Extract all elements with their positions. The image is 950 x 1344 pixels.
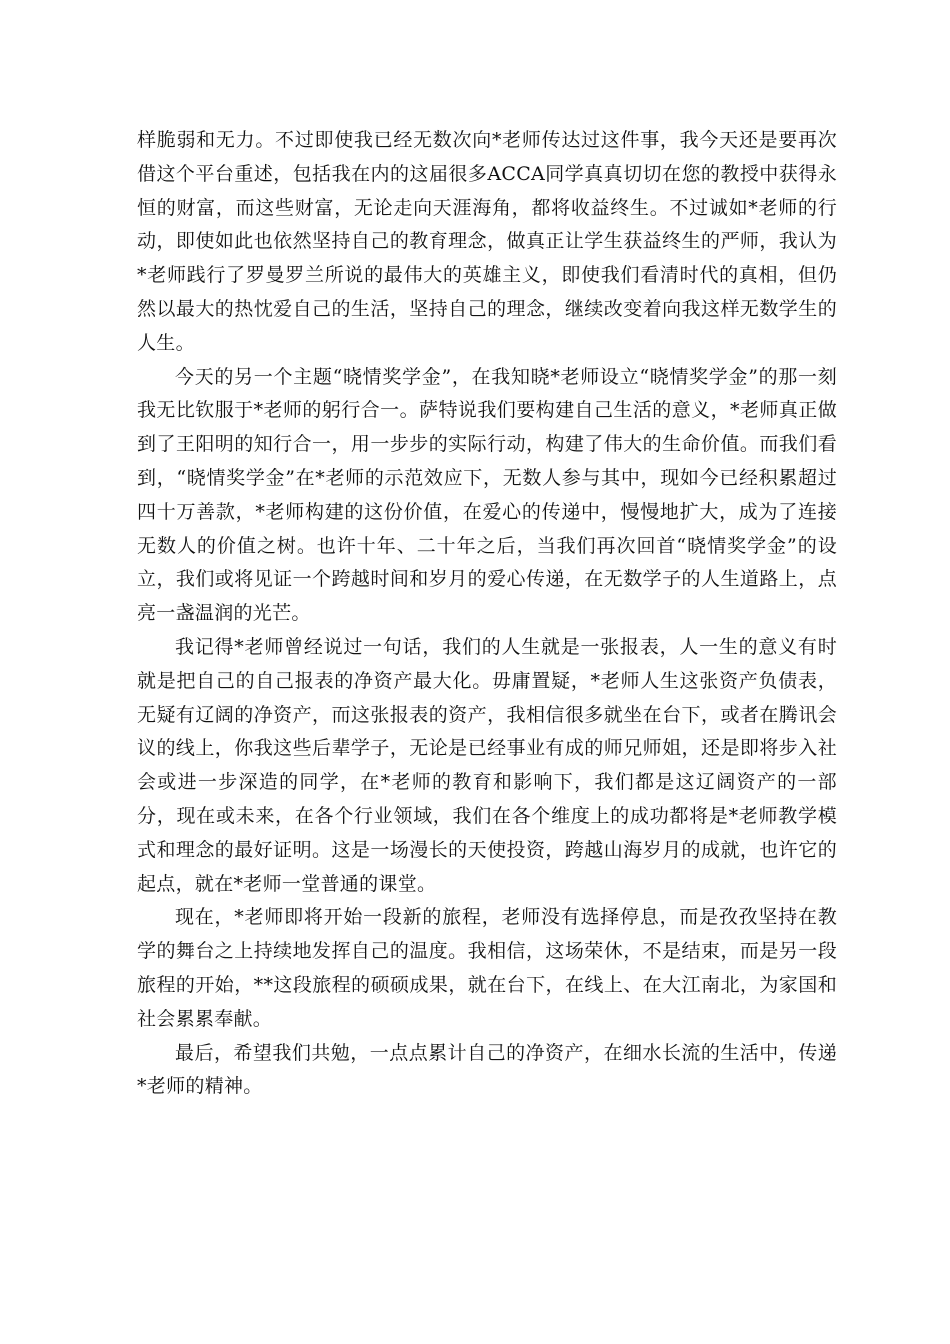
paragraph-scholarship: 今天的另一个主题“晓情奖学金”，在我知晓*老师设立“晓情奖学金”的那一刻我无比钦服于*老师的躬行合一。萨特说我们要构建自己生活的意义，*老师真正做到了王阳明的知行合一，用一步步的实际行动，构建了伟大的生命价值。而我们看到，“晓情奖学金”在*老师的示范效应下，无数人参与其中，现如今已经积累超过四十万善款，*老师构建的这份价值，在爱心的传递中，慢慢地扩大，成为了连接无数人的价值之树。也许十年、二十年之后，当我们再次回首“晓情奖学金”的设立，我们或将见证一个跨越时间和岁月的爱心传递，在无数学子的人生道路上，点亮一盏温润的光芒。: [137, 365, 837, 625]
paragraph-new-journey: 现在，*老师即将开始一段新的旅程，老师没有选择停息，而是孜孜坚持在教学的舞台之上持续地发挥自己的温度。我相信，这场荣休，不是结束，而是另一段旅程的开始，**这段旅程的硕硕成果，就在台下，在线上、在大江南北，为家国和社会累累奉献。: [137, 906, 837, 1030]
paragraph-continued: 样脆弱和无力。不过即使我已经无数次向*老师传达过这件事，我今天还是要再次借这个平台重述，包括我在内的这届很多ACCA同学真真切切在您的教授中获得永恒的财富，而这些财富，无论走向天涯海角，都将收益终生。不过诚如*老师的行动，即使如此也依然坚持自己的教育理念，做真正让学生获益终生的严师，我认为*老师践行了罗曼罗兰所说的最伟大的英雄主义，即使我们看清时代的真相，但仍然以最大的热忱爱自己的生活，坚持自己的理念，继续改变着向我这样无数学生的人生。: [137, 129, 837, 354]
document-body: [137, 124, 837, 1104]
paragraph-balance-sheet: 我记得*老师曾经说过一句话，我们的人生就是一张报表，人一生的意义有时就是把自己的自己报表的净资产最大化。毋庸置疑，*老师人生这张资产负债表，无疑有辽阔的净资产，而这张报表的资产，我相信很多就坐在台下，或者在腾讯会议的线上，你我这些后辈学子，无论是已经事业有成的师兄师姐，还是即将步入社会或进一步深造的同学，在*老师的教育和影响下，我们都是这辽阔资产的一部分，现在或未来，在各个行业领域，我们在各个维度上的成功都将是*老师教学模式和理念的最好证明。这是一场漫长的天使投资，跨越山海岁月的成就，也许它的起点，就在*老师一堂普通的课堂。: [137, 635, 837, 895]
paragraph-closing: 最后，希望我们共勉，一点点累计自己的净资产，在细水长流的生活中，传递*老师的精神。: [137, 1041, 837, 1098]
